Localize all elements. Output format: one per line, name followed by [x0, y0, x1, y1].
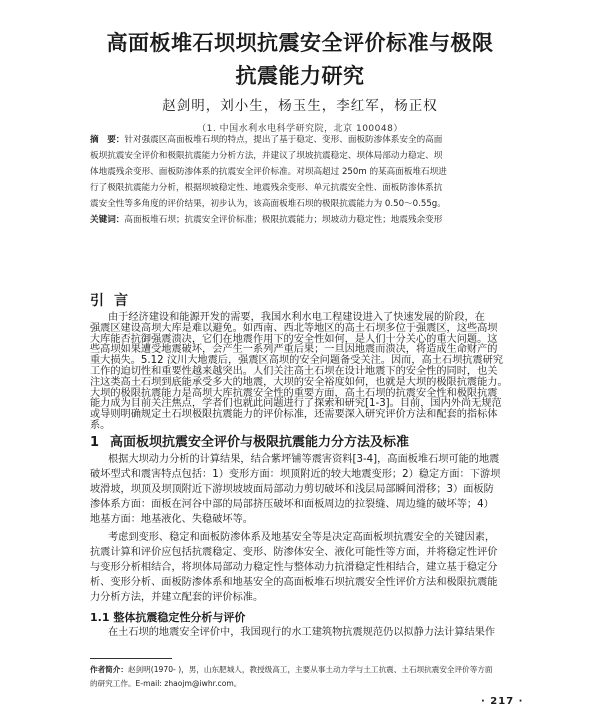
footnote-rule [90, 658, 172, 659]
section-1-line: 考虑到变形、稳定和面板防渗体系及地基安全等是决定高面板坝抗震安全的关键因素， [108, 532, 496, 543]
keywords-text: 高面板堆石坝；抗震安全评价标准；极限抗震能力；坝坡动力稳定性；地震残余变形 [124, 215, 443, 225]
section-1-1-heading: 1.1 整体抗震稳定性分析与评价 [90, 611, 246, 624]
section-1-line: 根据大坝动力分析的计算结果，结合紫坪铺等震害资料[3-4]，高面板堆石坝可能的地震 [108, 454, 500, 465]
section-1-number: 1 [90, 435, 100, 450]
paper-affiliation: （1. 中国水利水电科学研究院，北京 100048） [197, 124, 403, 134]
section-1-line: 破坏型式和震害特点包括：1）变形方面：坝顶附近的较大地震变形；2）稳定方面：下游坝 [90, 469, 501, 480]
intro-line: 由于经济建设和能源开发的需要，我国水利水电工程建设进入了快速发展的阶段，在 [108, 312, 485, 323]
intro-line: 重大损失。5.12 汶川大地震后，强震区高坝的安全问题备受关注。因而，高土石坝抗震研究 [90, 355, 504, 367]
intro-line: 能力成为目前关注焦点，学者们也就此问题进行了探索和研究[1-3]。目前，国内外尚无规范 [90, 398, 502, 410]
intro-line: 工作的迫切性和重要性越来越突出。人们关注高土石坝在设计地震下的安全性的同时，也关 [90, 366, 498, 377]
paper-title-line-1: 高面板堆石坝坝抗震安全评价标准与极限 [106, 31, 494, 55]
intro-line: 强震区建设高坝大库是难以避免。如西南、西北等地区的高土石坝多位于强震区，这些高坝 [90, 322, 498, 334]
section-1-line: 坡滑坡，坝顶及坝顶附近下游坝坡坡面局部动力剪切破坏和浅层局部瞬间滑移；3）面板防 [90, 484, 494, 495]
intro-line: 系。 [90, 420, 111, 431]
abstract-text: 针对强震区高面板堆石坝的特点，提出了基于稳定、变形、面板防渗体系安全的高面 [124, 135, 443, 145]
intro-heading: 引言 [90, 293, 138, 309]
section-1-title: 高面板坝抗震安全评价与极限抗震能力分方法及标准 [110, 435, 410, 450]
footnote-line: 的研究工作。E-mail: zhaojm@iwhr.com。 [90, 679, 242, 688]
paper-authors: 赵剑明，刘小生，杨玉生，李红军，杨正权 [162, 98, 438, 114]
section-1-line: 抗震计算和评价应包括抗震稳定、变形、防渗体安全、液化可能性等方面，并将稳定性评价 [90, 547, 498, 558]
section-1-heading [90, 431, 409, 450]
section-1-line: 地基方面：地基液化、失稳破坏等。 [90, 514, 253, 525]
abstract-line [90, 134, 442, 146]
paper-title-line-2: 抗震能力研究 [235, 64, 365, 88]
abstract-line: 震安全性等多角度的评价结果，初步认为，该高面板堆石坝的极限抗震能力为 0.50～0.55g。 [90, 199, 446, 209]
section-1-line: 析、变形分析、面板防渗体系和地基安全的高面板堆石坝抗震安全性评价方法和极限抗震能 [90, 577, 498, 588]
footnote-line [90, 664, 493, 675]
abstract-line: 板坝抗震安全评价和极限抗震能力分析方法，并建议了坝坡抗震稳定、坝体局部动力稳定、坝 [90, 151, 443, 161]
intro-line: 大库能否抗御强震溃决，它们在地震作用下的安全性如何，是人们十分关心的重大问题。这 [90, 333, 498, 345]
intro-line: 或导则明确规定土石坝极限抗震能力的评价标准，还需要深入研究评价方法和配套的指标体 [90, 409, 498, 421]
footnote-text: 赵剑明(1970- )，男，山东肥城人，教授级高工，主要从事土动力学与土工抗震、土石坝抗震安全评价等方面 [127, 665, 493, 674]
intro-line: 大坝的极限抗震能力是高坝大库抗震安全性的重要方面，高土石坝的抗震安全性和极限抗震 [90, 387, 498, 399]
abstract-line: 行了极限抗震能力分析，根据坝坡稳定性、地震残余变形、单元抗震安全性、面板防渗体系抗 [90, 183, 443, 193]
keywords-label: 关键词： [90, 215, 125, 225]
page-number: · 217 · [481, 696, 524, 707]
section-1-1-line: 在土石坝的地震安全评价中，我国现行的水工建筑物抗震规范仍以拟静力法计算结果作 [108, 627, 496, 638]
abstract-line: 体地震残余变形、面板防渗体系的抗震安全评价标准。对坝高超过 250m 的某高面板堆石坝进 [90, 167, 447, 177]
section-1-line: 渗体系方面：面板在河谷中部的局部挤压破坏和面板周边的拉裂缝、周边缝的破坏等；4） [90, 499, 494, 510]
intro-line: 些高坝如果遭受地震破坏，会产生一系列严重后果；一旦因地震而溃决，将造成生命财产的 [90, 344, 498, 356]
section-1-line: 力分析方法，并建立配套的评价标准。 [90, 592, 264, 603]
keywords-line [90, 214, 442, 226]
intro-line: 注这类高土石坝到底能承受多大的地震，大坝的安全裕度如何，也就是大坝的极限抗震能力。 [90, 376, 508, 388]
footnote-label: 作者简介： [90, 665, 128, 674]
abstract-label: 摘 要： [90, 135, 125, 145]
section-1-line: 与变形分析相结合，将坝体局部动力稳定性与整体动力抗滑稳定性相结合，建立基于稳定分 [90, 562, 498, 573]
